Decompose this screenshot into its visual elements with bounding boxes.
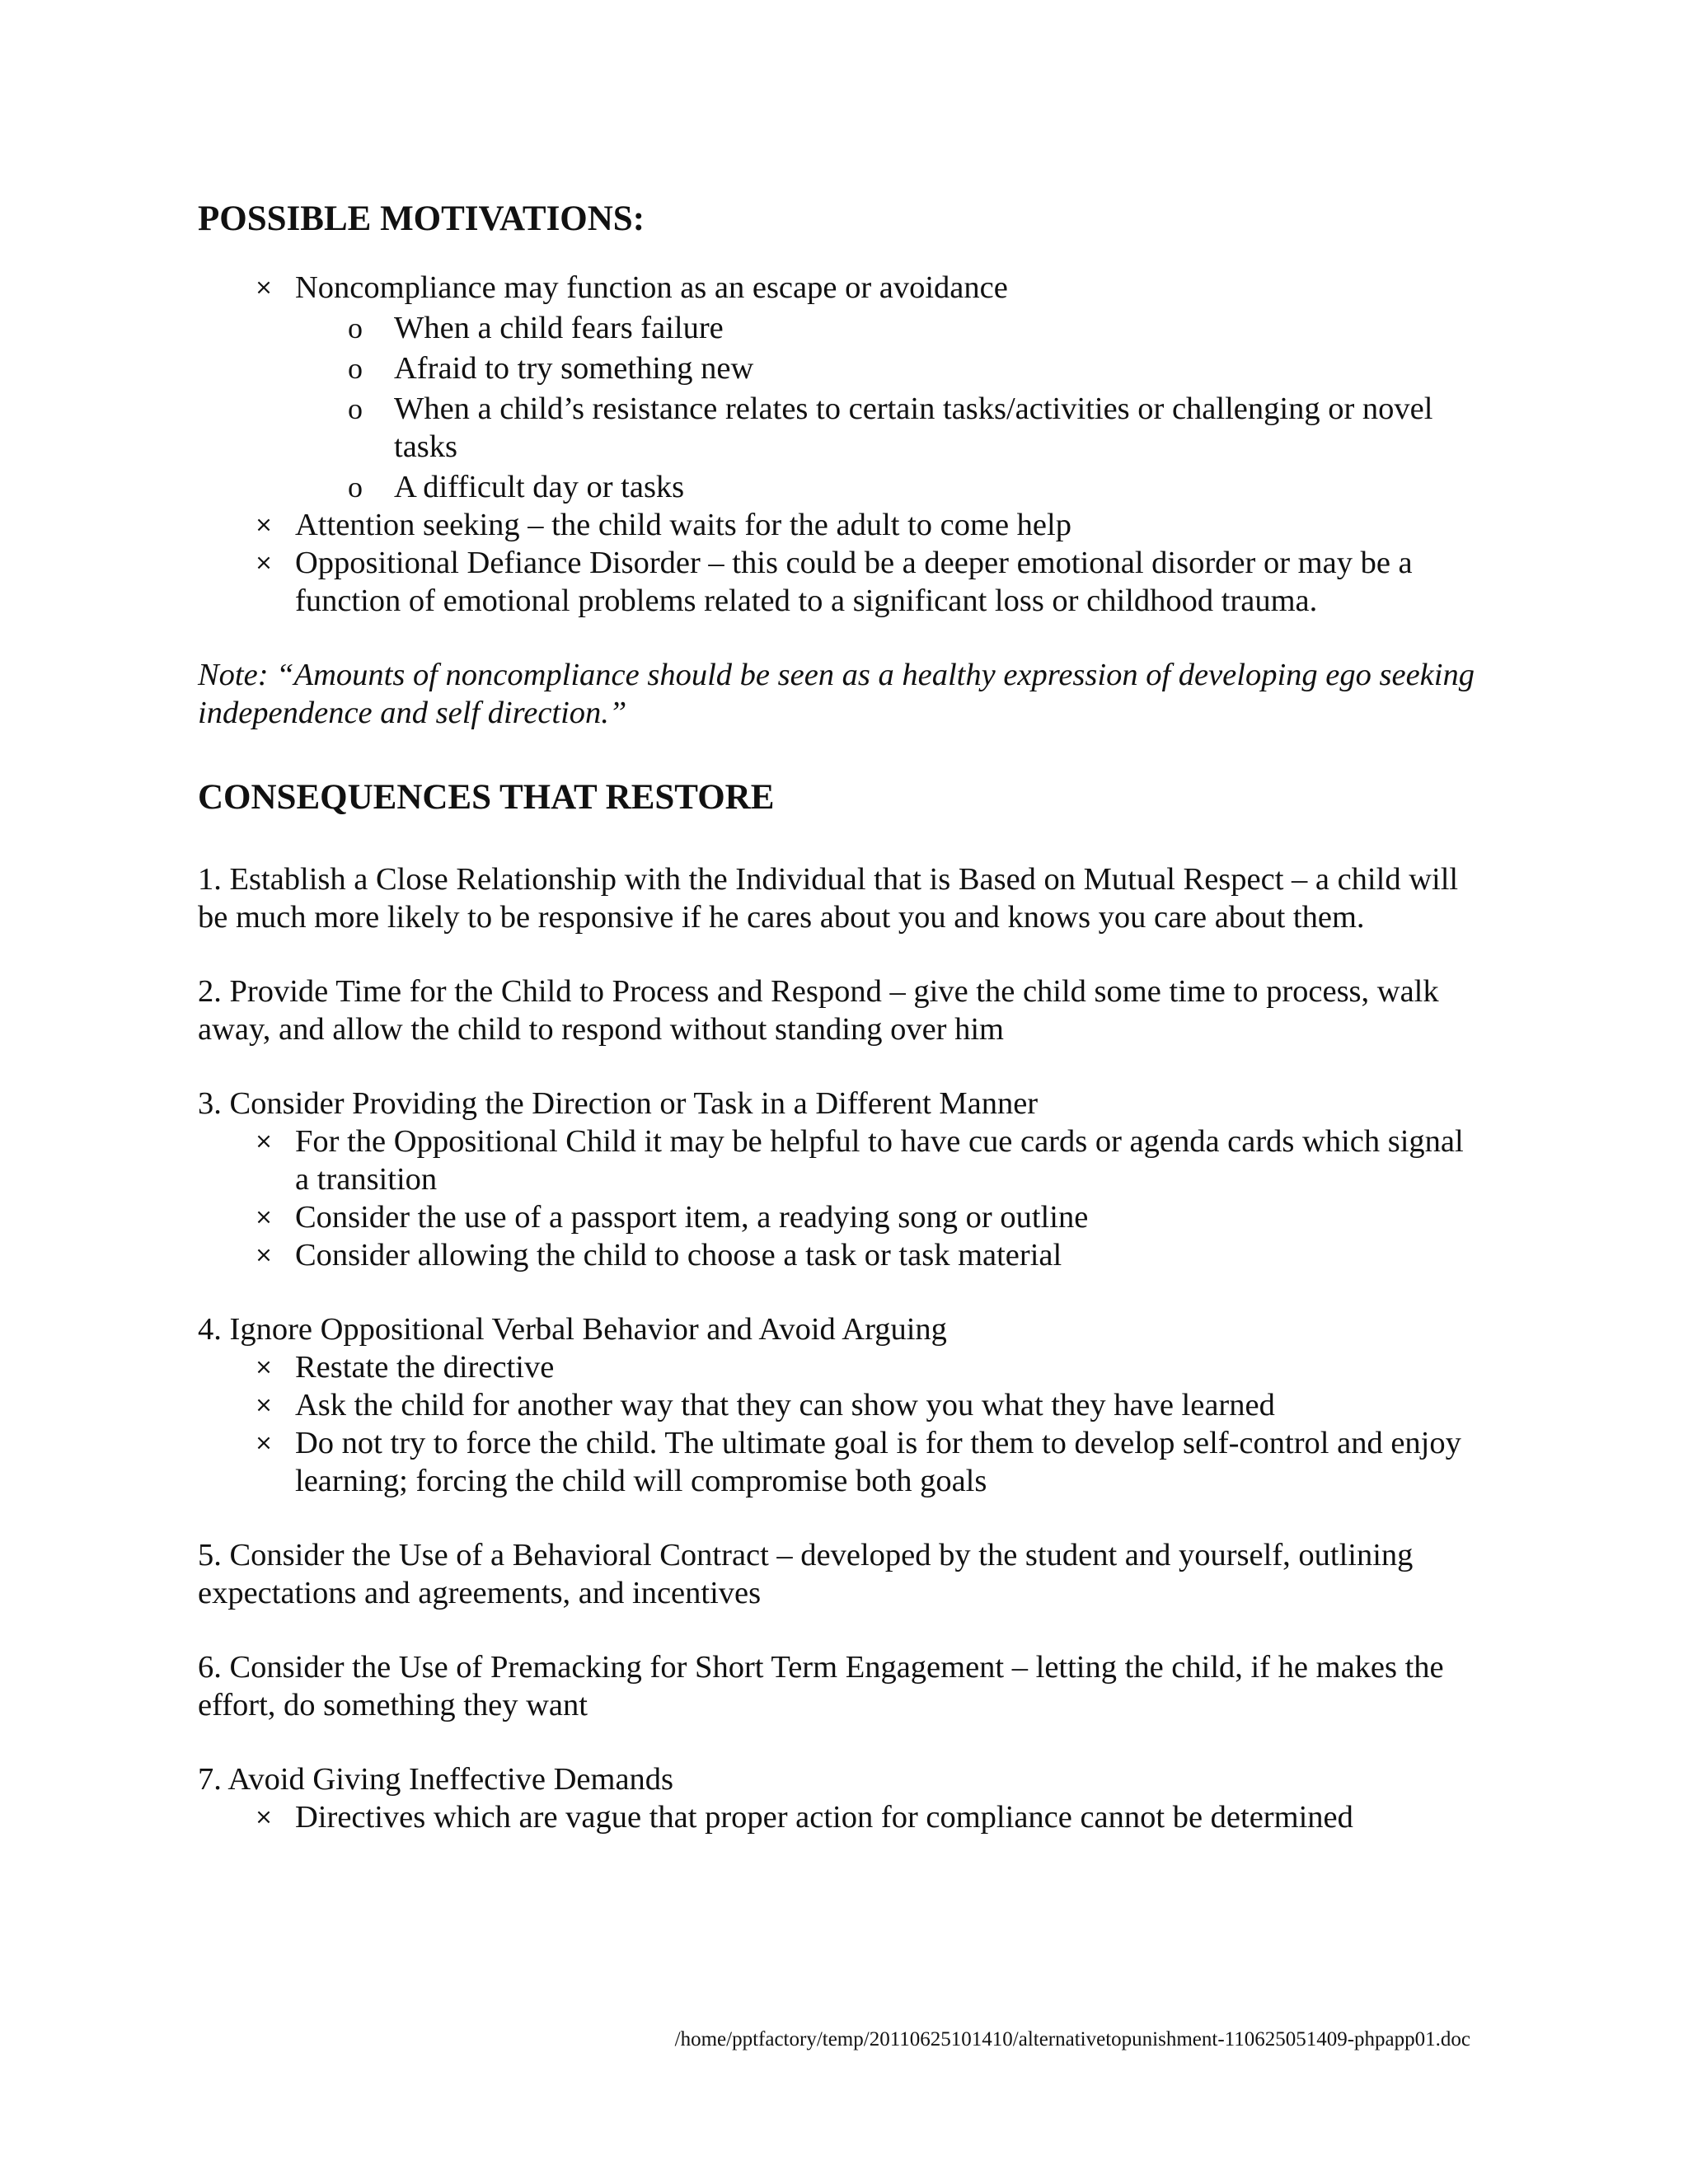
motivations-list <box>198 269 1484 620</box>
bullet-text: Oppositional Defiance Disorder – this could be a deeper emotional disorder or may be a function of emotional problems related to a significant loss or childhood trauma. <box>295 546 1413 618</box>
numbered-item-2: 2. Provide Time for the Child to Process and Respond – give the child some time to process, walk away, and allow the child to respond without standing over him <box>198 974 1439 1047</box>
bullet-text: Attention seeking – the child waits for the adult to come help <box>295 508 1071 542</box>
list-item <box>198 506 1484 544</box>
x-bullet-icon: × <box>255 1431 273 1455</box>
list-item <box>198 1798 1484 1836</box>
circle-bullet-icon: o <box>348 312 363 344</box>
file-path-footer: /home/pptfactory/temp/20110625101410/alternativetopunishment-110625051409-phpapp01.doc <box>674 2028 1470 2050</box>
x-bullet-icon: × <box>255 1393 273 1418</box>
circle-bullet-icon: o <box>348 392 363 425</box>
bullet-text: For the Oppositional Child it may be helpful to have cue cards or agenda cards which signal a transition <box>295 1124 1464 1197</box>
list-item <box>198 1198 1484 1236</box>
list-item <box>198 1122 1484 1198</box>
list-item <box>198 1386 1484 1424</box>
numbered-item-7: 7. Avoid Giving Ineffective Demands <box>198 1762 674 1797</box>
x-bullet-icon: × <box>255 1355 273 1380</box>
bullet-text: Consider allowing the child to choose a task or task material <box>295 1238 1062 1272</box>
list-item <box>198 1424 1484 1500</box>
bullet-text: Do not try to force the child. The ultimate goal is for them to develop self-control and enjoy learning; forcing the child will compromise both goals <box>295 1426 1461 1498</box>
sub-bullet-text: When a child fears failure <box>394 311 724 345</box>
sub-bullet-text: Afraid to try something new <box>394 351 754 386</box>
bullet-text: Directives which are vague that proper action for compliance cannot be determined <box>295 1800 1353 1835</box>
x-bullet-icon: × <box>255 1805 273 1830</box>
sub-list-item <box>198 468 1484 506</box>
list-item <box>198 1236 1484 1274</box>
sub-bullet-text: A difficult day or tasks <box>394 470 685 504</box>
x-bullet-icon: × <box>255 1243 273 1268</box>
x-bullet-icon: × <box>255 1129 273 1154</box>
numbered-item-3: 3. Consider Providing the Direction or Task in a Different Manner <box>198 1086 1039 1121</box>
list-item <box>198 269 1484 506</box>
x-bullet-icon: × <box>255 513 273 537</box>
numbered-item-5: 5. Consider the Use of a Behavioral Contract – developed by the student and yourself, outlining expectations and agreements, and incentives <box>198 1538 1414 1610</box>
bullet-text: Restate the directive <box>295 1350 555 1385</box>
list-item <box>198 1348 1484 1386</box>
numbered-item-4: 4. Ignore Oppositional Verbal Behavior and Avoid Arguing <box>198 1312 947 1347</box>
x-bullet-icon: × <box>255 275 273 300</box>
item-4-bullets <box>198 1348 1484 1500</box>
list-item <box>198 544 1484 620</box>
item-3-bullets <box>198 1122 1484 1274</box>
bullet-text: Ask the child for another way that they can show you what they have learned <box>295 1388 1275 1422</box>
sub-list-item <box>198 390 1484 466</box>
heading-consequences: CONSEQUENCES THAT RESTORE <box>198 778 775 817</box>
circle-bullet-icon: o <box>348 471 363 504</box>
heading-possible-motivations: POSSIBLE MOTIVATIONS: <box>198 199 645 238</box>
bullet-text: Consider the use of a passport item, a readying song or outline <box>295 1200 1089 1235</box>
circle-bullet-icon: o <box>348 352 363 385</box>
sub-list-item <box>198 349 1484 387</box>
item-7-bullets <box>198 1798 1484 1836</box>
numbered-item-6: 6. Consider the Use of Premacking for Short Term Engagement – letting the child, if he makes the effort, do something they want <box>198 1650 1444 1722</box>
sub-list-item <box>198 309 1484 347</box>
numbered-item-1: 1. Establish a Close Relationship with the Individual that is Based on Mutual Respect – a child will be much more likely to be responsive if he cares about you and knows you care about them. <box>198 862 1459 935</box>
document-content <box>198 194 1484 1836</box>
x-bullet-icon: × <box>255 1205 273 1230</box>
x-bullet-icon: × <box>255 551 273 575</box>
motivation-note: Note: “Amounts of noncompliance should be seen as a healthy expression of developing ego seeking independence and self direction.” <box>198 658 1475 730</box>
sub-bullet-text: When a child’s resistance relates to certain tasks/activities or challenging or novel tasks <box>394 391 1433 464</box>
sub-list <box>295 309 1484 506</box>
bullet-text: Noncompliance may function as an escape or avoidance <box>295 270 1008 305</box>
